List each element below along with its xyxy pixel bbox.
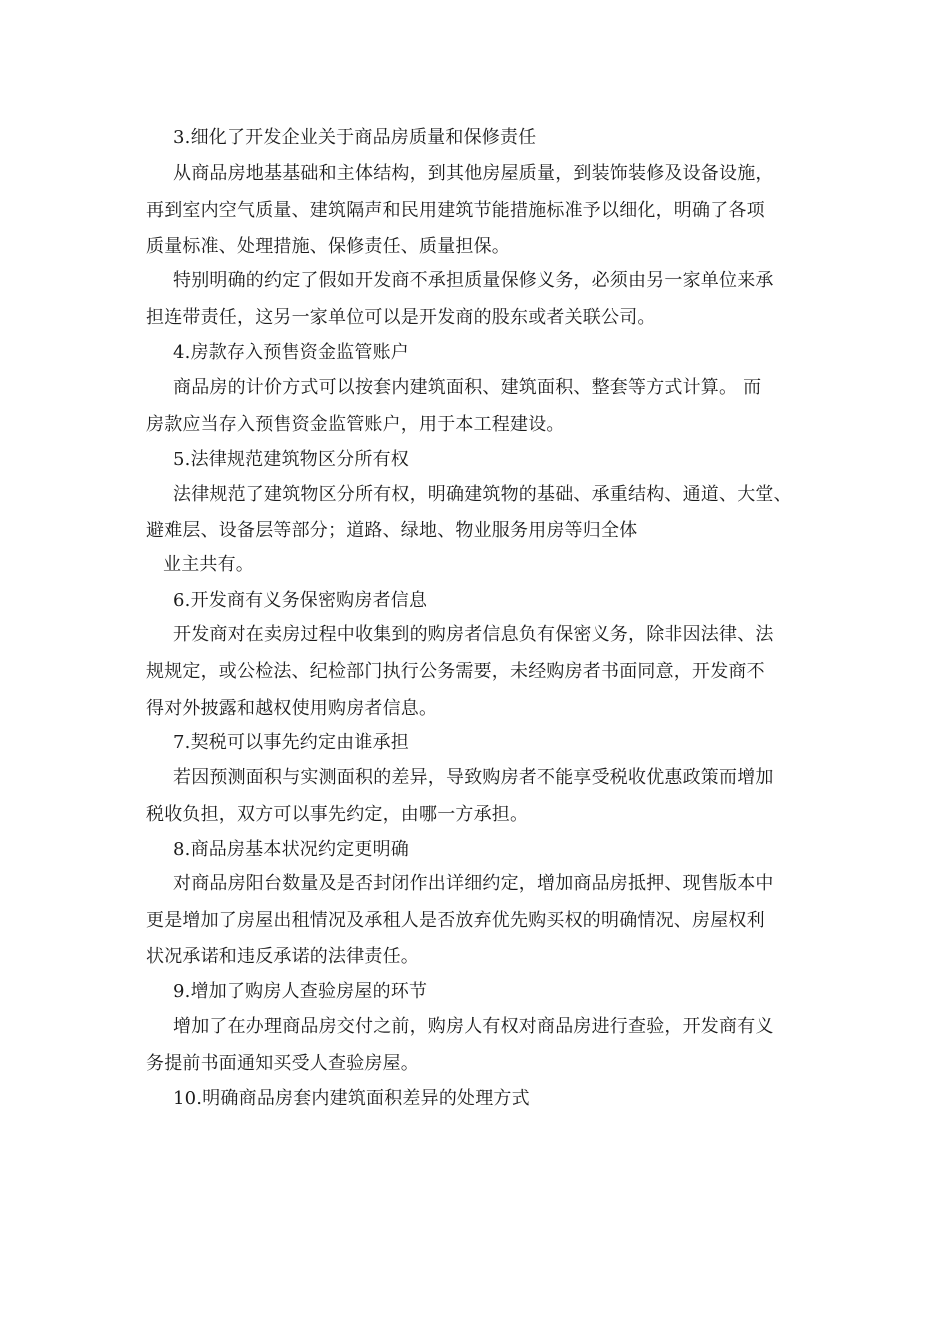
paragraph-line: 商品房的计价方式可以按套内建筑面积、建筑面积、整套等方式计算。 而 (173, 377, 762, 398)
paragraph-line: 对商品房阳台数量及是否封闭作出详细约定，增加商品房抵押、现售版本中 (173, 873, 774, 894)
paragraph-line: 务提前书面通知买受人查验房屋。 (146, 1053, 419, 1074)
paragraph-line: 规规定，或公检法、纪检部门执行公务需要，未经购房者书面同意，开发商不 (146, 661, 765, 682)
paragraph-line: 法律规范了建筑物区分所有权，明确建筑物的基础、承重结构、通道、大堂、 (173, 484, 792, 505)
paragraph-line: 从商品房地基基础和主体结构，到其他房屋质量，到装饰装修及设备设施， (173, 163, 774, 184)
section-heading-4: 4.房款存入预售资金监管账户 (173, 342, 409, 363)
section-heading-6: 6.开发商有义务保密购房者信息 (173, 590, 428, 611)
paragraph-line: 得对外披露和越权使用购房者信息。 (146, 698, 438, 719)
paragraph-line: 质量标准、处理措施、保修责任、质量担保。 (146, 236, 510, 257)
section-heading-5: 5.法律规范建筑物区分所有权 (173, 449, 409, 470)
paragraph-line: 若因预测面积与实测面积的差异，导致购房者不能享受税收优惠政策而增加 (173, 767, 774, 788)
paragraph-line: 税收负担，双方可以事先约定，由哪一方承担。 (146, 804, 529, 825)
section-heading-9: 9.增加了购房人查验房屋的环节 (173, 981, 428, 1002)
paragraph-line: 业主共有。 (163, 554, 254, 575)
section-heading-7: 7.契税可以事先约定由谁承担 (173, 732, 409, 753)
paragraph-line: 特别明确的约定了假如开发商不承担质量保修义务，必须由另一家单位来承 (173, 270, 774, 291)
paragraph-line: 增加了在办理商品房交付之前，购房人有权对商品房进行查验，开发商有义 (173, 1016, 774, 1037)
paragraph-line: 状况承诺和违反承诺的法律责任。 (146, 946, 419, 967)
paragraph-line: 开发商对在卖房过程中收集到的购房者信息负有保密义务，除非因法律、法 (173, 624, 774, 645)
paragraph-line: 房款应当存入预售资金监管账户，用于本工程建设。 (146, 414, 565, 435)
section-heading-10: 10.明确商品房套内建筑面积差异的处理方式 (173, 1088, 530, 1109)
paragraph-line: 避难层、设备层等部分；道路、绿地、物业服务用房等归全体 (146, 520, 638, 541)
section-heading-3: 3.细化了开发企业关于商品房质量和保修责任 (173, 127, 537, 148)
paragraph-line: 担连带责任，这另一家单位可以是开发商的股东或者关联公司。 (146, 307, 656, 328)
section-heading-8: 8.商品房基本状况约定更明确 (173, 839, 409, 860)
paragraph-line: 再到室内空气质量、建筑隔声和民用建筑节能措施标准予以细化，明确了各项 (146, 200, 765, 221)
paragraph-line: 更是增加了房屋出租情况及承租人是否放弃优先购买权的明确情况、房屋权利 (146, 910, 765, 931)
